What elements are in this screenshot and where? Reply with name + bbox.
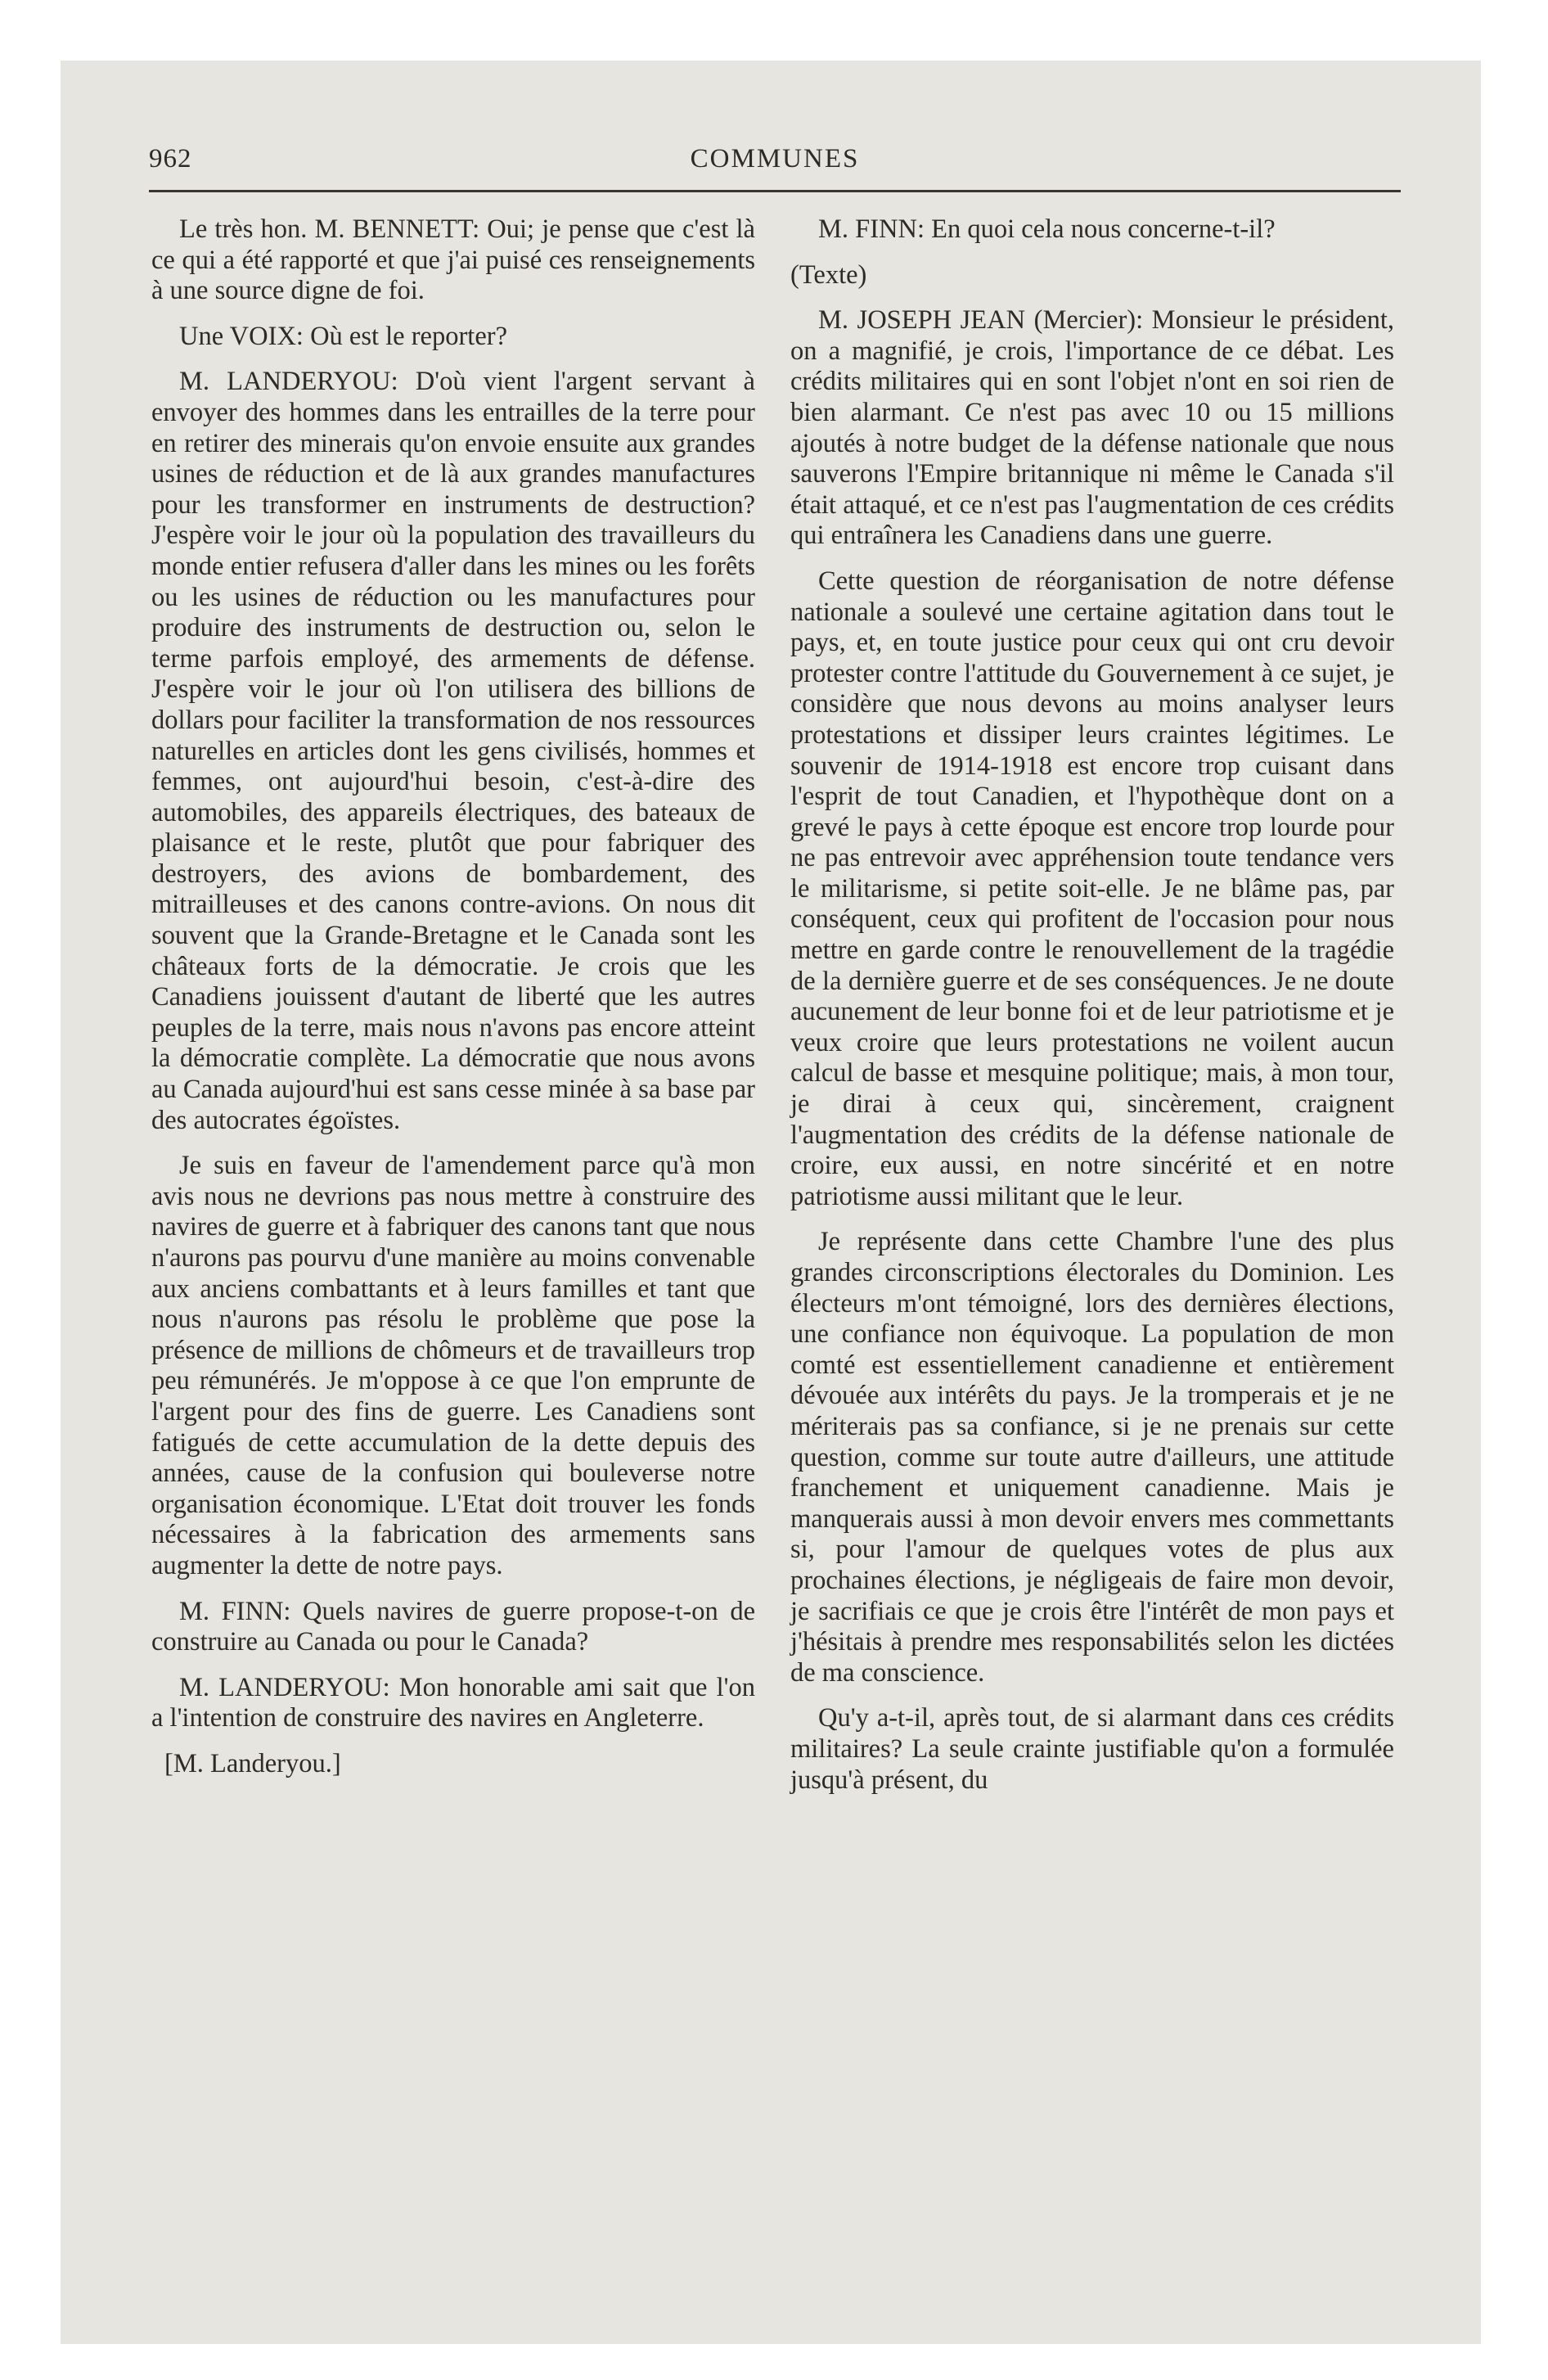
running-title: COMMUNES xyxy=(690,144,860,174)
paragraph: M. FINN: En quoi cela nous concerne-t-il? xyxy=(818,214,1276,244)
paragraph: Une VOIX: Où est le reporter? xyxy=(179,321,507,351)
paragraph: Cette question de réorganisation de notre défense nationale a soulevé une certaine agitation dans tout le pays, et, en toute justice pour ceux qui ont cru devoir protester contre l'attitude du Gouvernement à ce sujet, je considère que nous devons au moins analyser leurs protestations et dissiper leurs craintes légitimes. Le souvenir de 1914-1918 est encore trop cuisant dans l'esprit de tout Canadien, et l'hypothèque dont on a grevé le pays à cette époque est encore trop lourde pour ne pas entrevoir avec appréhension toute tendance vers le militarisme, si petite soit-elle. Je ne blâme pas, par conséquent, ceux qui profitent de l'occasion pour nous mettre en garde contre le renouvellement de la tragédie de la dernière guerre et de ses conséquences. Je ne doute aucunement de leur bonne foi et de leur patriotisme et je veux croire que leurs protestations ne voilent aucun calcul de basse et mesquine politique; mais, à mon tour, je dirai à ceux qui, sincèrement, craignent l'augmentation des crédits de la défense nationale de croire, eux aussi, en notre sincérité et en notre patriotisme aussi militant que le leur. xyxy=(790,566,1394,1211)
page-header xyxy=(149,137,1401,182)
paragraph: M. LANDERYOU: D'où vient l'argent servant à envoyer des hommes dans les entrailles de la terre pour en retirer des minerais qu'on envoie ensuite aux grandes usines de réduction et de là aux grandes manufactures pour les transformer en instruments de destruction? J'espère voir le jour où la population des travailleurs du monde entier refusera d'aller dans les mines ou les forêts ou les usines de réduction ou les manufactures pour produire des instruments de destruction ou, selon le terme parfois employé, des armements de défense. J'espère voir le jour où l'on utilisera des billions de dollars pour faciliter la transformation de nos ressources naturelles en articles dont les gens civilisés, hommes et femmes, ont aujourd'hui besoin, c'est-à-dire des automobiles, des appareils électriques, des bateaux de plaisance et le reste, plutôt que pour fabriquer des destroyers, des avions de bombardement, des mitrailleuses et des canons contre-avions. On nous dit souvent que la Grande-Bretagne et le Canada sont les châteaux forts de la démocratie. Je crois que les Canadiens jouissent d'autant de liberté que les autres peuples de la terre, mais nous n'avons pas encore atteint la démocratie complète. La démocratie que nous avons au Canada aujourd'hui est sans cesse minée à sa base par des autocrates égoïstes. xyxy=(151,367,755,1135)
paragraph: M. LANDERYOU: Mon honorable ami sait que l'on a l'intention de construire des navires en Angleterre. xyxy=(151,1672,755,1733)
paragraph: Le très hon. M. BENNETT: Oui; je pense que c'est là ce qui a été rapporté et que j'ai puisé ces renseignements à une source digne de foi. xyxy=(151,214,755,306)
left-column xyxy=(151,214,755,1780)
header-rule xyxy=(149,190,1401,192)
paragraph: Qu'y a-t-il, après tout, de si alarmant dans ces crédits militaires? La seule crainte justifiable qu'on a formulée jusqu'à présent, du xyxy=(790,1703,1394,1795)
paragraph: Je représente dans cette Chambre l'une des plus grandes circonscriptions électorales du Dominion. Les électeurs m'ont témoigné, lors des dernières élections, une confiance non équivoque. La population de mon comté est essentiellement canadienne et entièrement dévouée aux intérêts du pays. Je la tromperais et je ne mériterais pas sa confiance, si je ne prenais sur cette question, comme sur toute autre d'ailleurs, une attitude franchement et uniquement canadienne. Mais je manquerais aussi à mon devoir envers mes commettants si, pour l'amour de quelques votes de plus aux prochaines élections, je négligeais de faire mon devoir, je sacrifiais ce que je crois être l'intérêt de mon pays et j'hésitais à prendre mes responsabilités selon les dictées de ma conscience. xyxy=(790,1227,1394,1688)
section-marker: (Texte) xyxy=(790,259,867,290)
page-number: 962 xyxy=(149,144,192,174)
right-column xyxy=(790,214,1394,1810)
paragraph: M. JOSEPH JEAN (Mercier): Monsieur le président, on a magnifié, je crois, l'importance de ce débat. Les crédits militaires qui en sont l'objet n'ont en soi rien de bien alarmant. Ce n'est pas avec 10 ou 15 millions ajoutés à notre budget de la défense nationale que nous sauverons l'Empire britannique ni même le Canada s'il était attaqué, et ce n'est pas l'augmentation de ces crédits qui entraînera les Canadiens dans une guerre. xyxy=(790,305,1394,551)
paragraph: M. FINN: Quels navires de guerre propose-t-on de construire au Canada ou pour le Canada? xyxy=(151,1596,755,1657)
paragraph: Je suis en faveur de l'amendement parce qu'à mon avis nous ne devrions pas nous mettre à construire des navires de guerre et à fabriquer des canons tant que nous n'aurons pas pourvu d'une manière au moins convenable aux anciens combattants et à leurs familles et tant que nous n'aurons pas résolu le problème que pose la présence de millions de chômeurs et de travailleurs trop peu rémunérés. Je m'oppose à ce que l'on emprunte de l'argent pour des fins de guerre. Les Canadiens sont fatigués de cette accumulation de la dette depuis des années, cause de la confusion qui bouleverse notre organisation économique. L'Etat doit trouver les fonds nécessaires à la fabrication des armements sans augmenter la dette de notre pays. xyxy=(151,1151,755,1580)
speaker-signature: [M. Landeryou.] xyxy=(164,1748,341,1778)
